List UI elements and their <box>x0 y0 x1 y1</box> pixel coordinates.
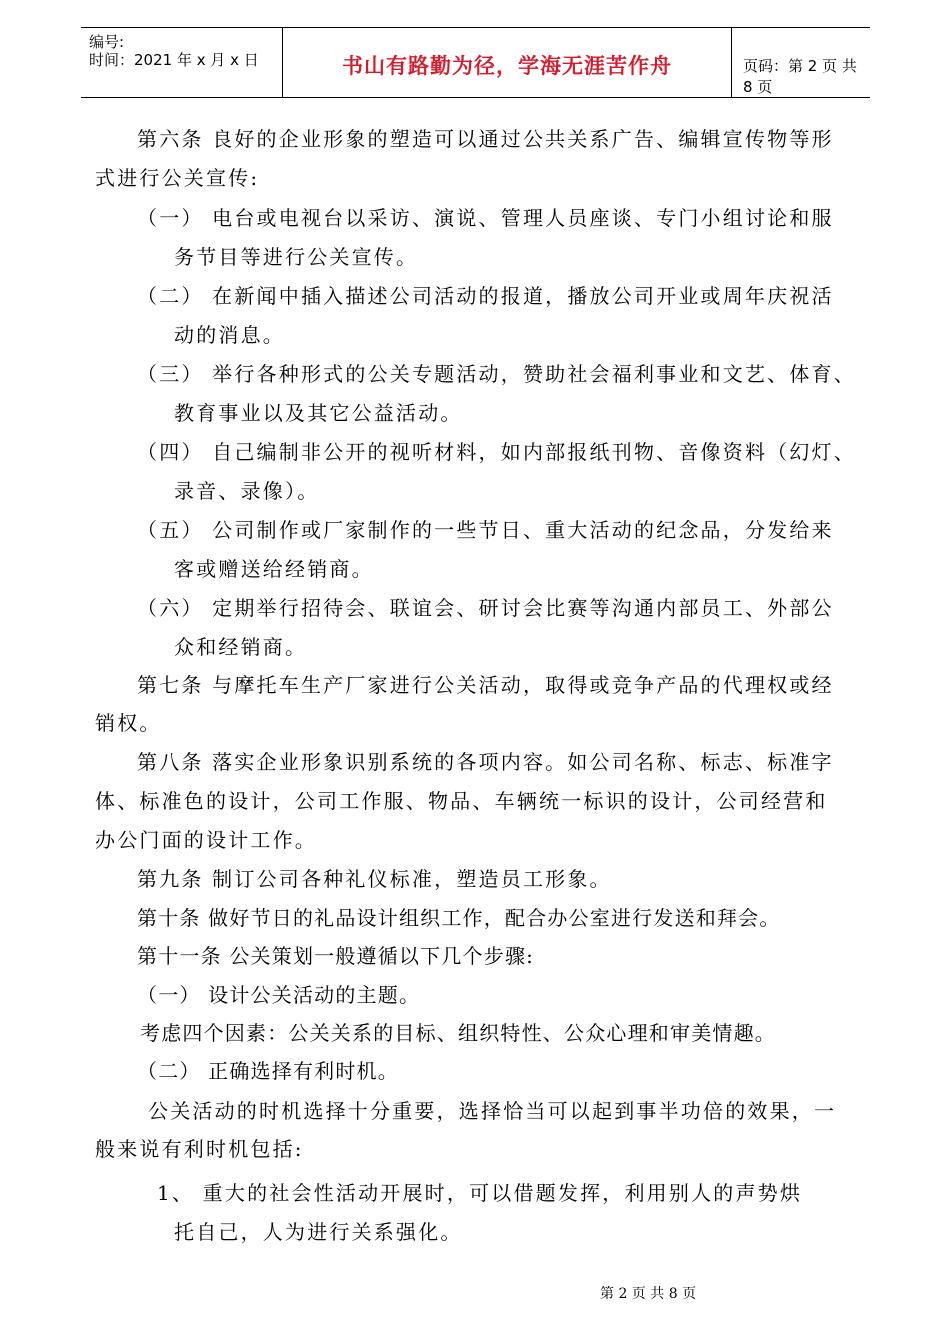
body-line: 第八条 落实企业形象识别系统的各项内容。如公司名称、标志、标准字 <box>137 750 834 774</box>
body-line: 众和经销商。 <box>174 635 308 659</box>
header-motto-cell <box>282 28 732 97</box>
body-line: 动的消息。 <box>174 323 285 347</box>
body-line: （四） 自己编制非公开的视听材料，如内部报纸刊物、音像资料（幻灯、 <box>137 440 856 464</box>
header-motto: 书山有路勤为径，学海无涯苦作舟 <box>342 54 672 78</box>
body-line: 销权。 <box>95 711 162 735</box>
body-line: 第九条 制订公司各种礼仪标准，塑造员工形象。 <box>137 867 612 891</box>
body-line: 第七条 与摩托车生产厂家进行公关活动，取得或竞争产品的代理权或经 <box>137 673 834 697</box>
body-line: 体、标准色的设计，公司工作服、物品、车辆统一标识的设计，公司经营和 <box>95 789 828 813</box>
document-header <box>81 27 870 98</box>
body-line: 务节目等进行公关宣传。 <box>174 245 419 269</box>
body-line: 考虑四个因素：公关关系的目标、组织特性、公众心理和审美情趣。 <box>140 1021 776 1045</box>
body-line: 办公门面的设计工作。 <box>95 828 317 852</box>
body-line: （六） 定期举行招待会、联谊会、研讨会比赛等沟通内部员工、外部公 <box>137 596 834 620</box>
body-line: 客或赠送给经销商。 <box>174 557 374 581</box>
body-line: （三） 举行各种形式的公关专题活动，赞助社会福利事业和文艺、体育、 <box>137 362 856 386</box>
body-line: 第十一条 公关策划一般遵循以下几个步骤: <box>137 944 535 968</box>
document-number-label: 编号: <box>89 33 125 51</box>
body-line: （一） 电台或电视台以采访、演说、管理人员座谈、专门小组讨论和服 <box>137 206 834 230</box>
body-line: （二） 在新闻中插入描述公司活动的报道，播放公司开业或周年庆祝活 <box>137 284 834 308</box>
body-line: 第六条 良好的企业形象的塑造可以通过公共关系广告、编辑宣传物等形 <box>137 127 834 151</box>
body-line: （二） 正确选择有利时机。 <box>137 1059 399 1083</box>
header-page-cell <box>731 28 870 97</box>
body-line: 教育事业以及其它公益活动。 <box>174 401 463 425</box>
body-line: 式进行公关宣传: <box>95 166 260 190</box>
body-line: 托自己，人为进行关系强化。 <box>174 1220 463 1244</box>
body-line: 般来说有利时机包括: <box>95 1137 304 1161</box>
body-line: 公关活动的时机选择十分重要，选择恰当可以起到事半功倍的效果，一 <box>148 1099 837 1123</box>
body-line: 录音、录像）。 <box>174 479 320 503</box>
body-line: 第十条 做好节日的礼品设计组织工作，配合办公室进行发送和拜会。 <box>137 906 781 930</box>
document-time-label: 时间：2021 年 x 月 x 日 <box>89 51 259 69</box>
body-line: 1、 重大的社会性活动开展时，可以借题发挥，利用别人的声势烘 <box>157 1181 803 1205</box>
header-page-code: 页码：第 2 页 共 8 页 <box>743 57 857 96</box>
body-line: （一） 设计公关活动的主题。 <box>137 983 421 1007</box>
page-footer: 第 2 页 共 8 页 <box>600 1286 697 1302</box>
header-info-cell <box>81 28 281 97</box>
body-line: （五） 公司制作或厂家制作的一些节日、重大活动的纪念品，分发给来 <box>137 518 834 542</box>
